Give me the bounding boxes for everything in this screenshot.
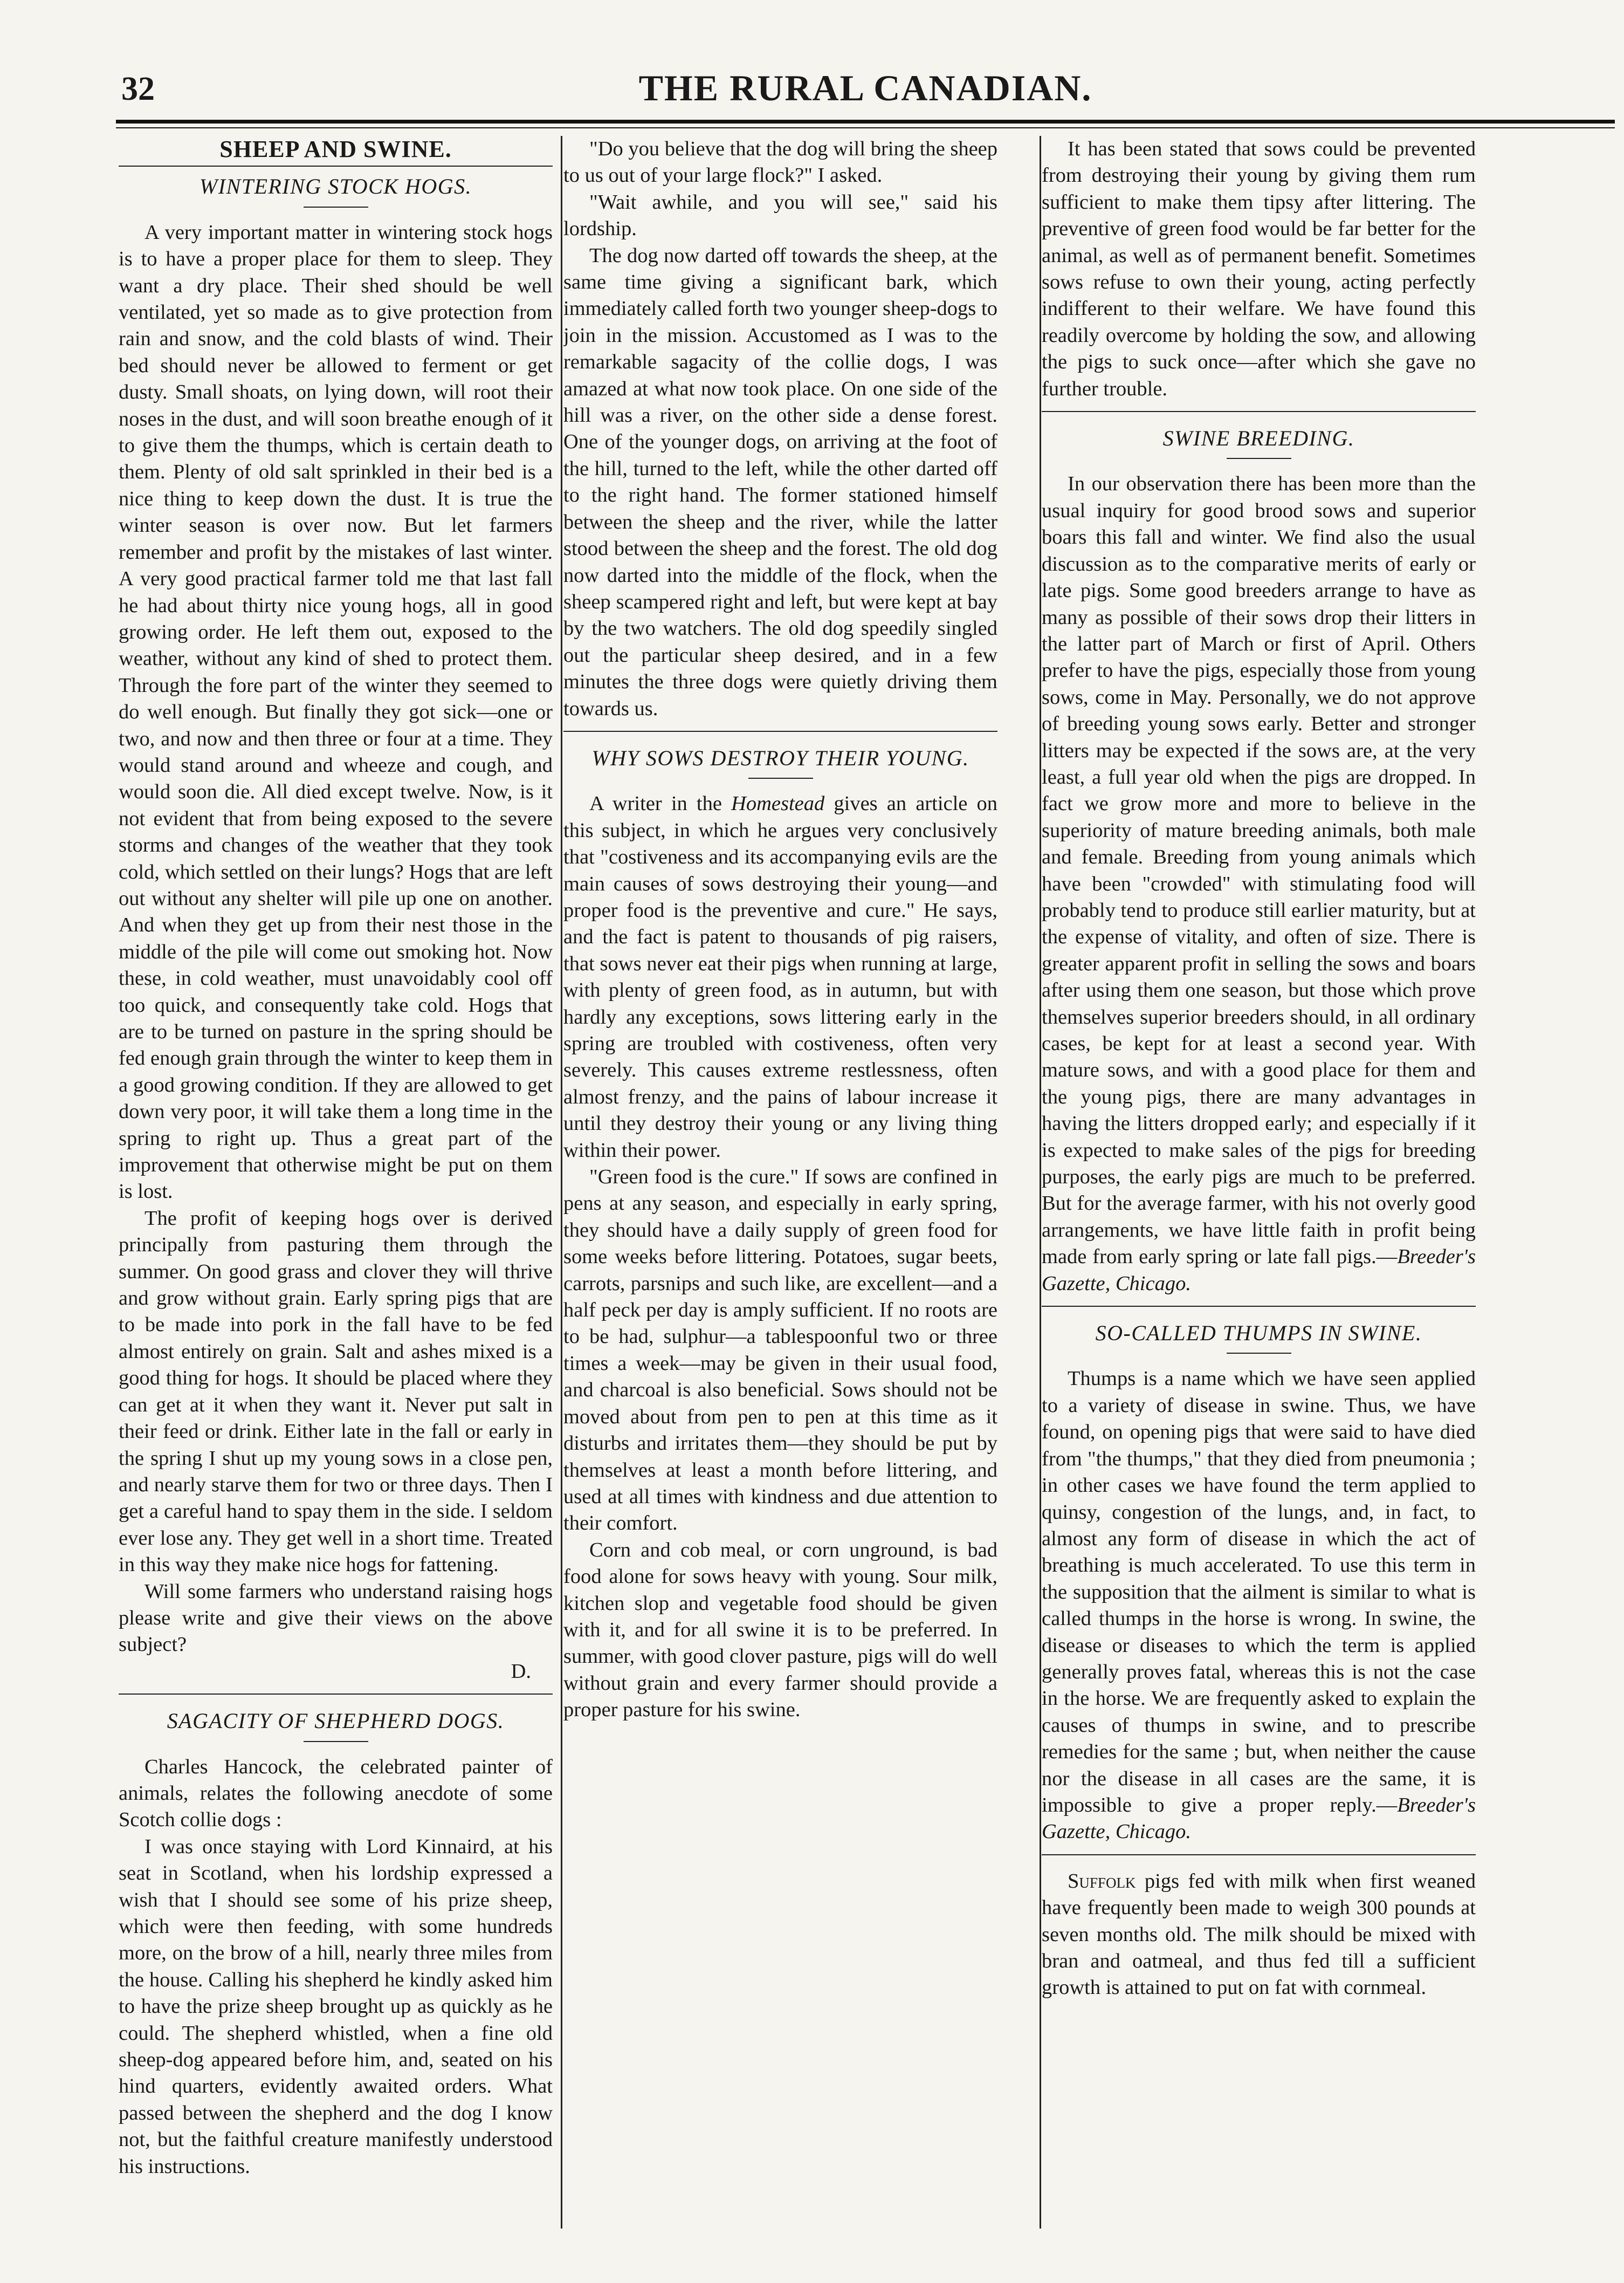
- masthead: THE RURAL CANADIAN.: [638, 67, 1092, 108]
- article-title-breeding: SWINE BREEDING.: [1162, 426, 1355, 451]
- article-title-wintering: WINTERING STOCK HOGS.: [199, 174, 472, 199]
- text: In our observation there has been more than the usual inquiry for good brood sows and superior boars this fall and winter. We find also the usual discussion as to the comparative merits of early or late pigs. Some good breeders arrange to have as many as possible of their sows drop their litters in the latter part of March or first of April. Others prefer to have the pigs, especially those from young sows, come in May. Personally, we do not approve of breeding young sows early. Better and stronger litters may be expected if the sows are, at the very least, a full year old when the pigs are dropped. In fact we grow more and more to believe in the superiority of mature breeding animals, both male and female. Breeding from young animals which have been "crowded" with stimulating food will probably tend to produce still earlier maturity, but at the expense of vitality, and often of size. There is greater apparent profit in selling the sows and boars after using them one season, but those which prove themselves superior breeders should, in all ordinary cases, be kept for at least a second year. With mature sows, and with a good place for them and the young pigs, there are many advantages in having the litters dropped early; and especially if it is expected to make sales of the pigs for breeding purposes, the early pigs are much to be preferred. But for the average farmer, with his not overly good arrangements, we have little faith in profit being made from early spring or late fall pigs.—: [1042, 472, 1476, 1269]
- text: Thumps is a name which we have seen applied to a variety of disease in swine. Thus, we have found, on opening pigs that were said to have died from "the thumps," that they died from pneumonia ; in other cases we have found the term applied to quinsy, congestion of the lungs, and, in fact, to almost any form of disease in which the act of breathing is much accelerated. To use this term in the supposition that the ailment is similar to what is called thumps in the horse is wrong. In swine, the disease or diseases to which the term is applied generally proves fatal, whereas this is not the case in the horse. We are frequently asked to explain the causes of thumps in swine, and to prescribe remedies for the same ; but, when neither the cause nor the disease in all cases are the same, it is impossible to give a proper reply.—: [1042, 1367, 1476, 1816]
- paragraph: [563, 791, 997, 1164]
- title-rule: [304, 207, 368, 208]
- column-2: [563, 136, 997, 2234]
- column-divider: [1040, 136, 1041, 2229]
- section-title: SHEEP AND SWINE.: [219, 136, 452, 162]
- article-rule: [563, 731, 997, 732]
- paragraph: Charles Hancock, the celebrated painter of animals, relates the following anecdote of some Scotch collie dogs :: [119, 1755, 553, 1832]
- title-rule: [1227, 458, 1291, 459]
- article-title-thumps: SO-CALLED THUMPS IN SWINE.: [1095, 1321, 1422, 1346]
- title-rule: [748, 778, 813, 779]
- paragraph: The dog now darted off towards the sheep, at the same time giving a significant bark, which immediately called forth two younger sheep-dogs to join in the mission. Accustomed as I was to the remarkable sagacity of the collie dogs, I was amazed at what now took place. On one side of the hill was a river, on the other side a dense forest. One of the younger dogs, on arriving at the foot of the hill, turned to the left, while the other darted off to the right hand. The former stationed himself between the sheep and the river, while the latter stood between the sheep and the forest. The old dog now darted into the middle of the flock, when the sheep scampered right and left, but were kept at bay by the two watchers. The old dog speedily singled out the particular sheep desired, and in a few minutes the three dogs were quietly driving them towards us.: [563, 244, 997, 720]
- text: gives an article on this subject, in which he argues very conclusively that "costiveness and its accompanying evils are the main causes of sows destroying their young—and proper food is the preventive and cure." He says, and the fact is patent to thousands of pig raisers, that sows never eat their pigs when running at large, with plenty of green food, as in autumn, but with hardly any exceptions, sows littering early in the spring are troubled with costiveness, often very severely. This causes extreme restlessness, often almost frenzy, and the pains of labour increase it until they destroy their young or any living thing within their power.: [563, 792, 997, 1162]
- header-rule-thick: [116, 120, 1615, 124]
- publication-name: Homestead: [731, 792, 825, 815]
- header-rule-thin: [116, 127, 1615, 128]
- article-title-sagacity: SAGACITY OF SHEPHERD DOGS.: [167, 1709, 505, 1733]
- paragraph: "Wait awhile, and you will see," said his lordship.: [563, 190, 997, 241]
- credit: Breeder's Gazette, Chicago.: [1042, 1245, 1476, 1295]
- column-divider: [561, 136, 562, 2229]
- paragraph: The profit of keeping hogs over is derived principally from pasturing them through the summer. On good grass and clover they will thrive and grow without grain. Early spring pigs that are to be made into pork in the fall have to be fed almost entirely on grain. Salt and ashes mixed is a good thing for hogs. It should be placed where they can get at it when they want it. Never put salt in their feed or drink. Either late in the fall or early in the spring I shut up my young sows in a close pen, and nearly starve them for two or three days. Then I get a careful hand to spay them in the side. I seldom ever lose any. They get well in a short time. Treated in this way they make nice hogs for fattening.: [119, 1206, 553, 1576]
- credit: Breeder's Gazette, Chicago.: [1042, 1793, 1476, 1843]
- title-rule: [1227, 1353, 1291, 1354]
- paragraph: A very important matter in wintering stock hogs is to have a proper place for them to sleep. They want a dry place. Their shed should be well ventilated, yet so made as to give protection from rain and snow, and the cold blasts of wind. Their bed should never be allowed to ferment or get dusty. Small shoats, on lying down, will root their noses in the dust, and will soon breathe enough of it to give them the thumps, which is certain death to them. Plenty of old salt sprinkled in their bed is a nice thing to keep down the dust. It is true the winter season is over now. But let farmers remember and profit by the mistakes of last winter. A very good practical farmer told me that last fall he had about thirty nice young hogs, all in good growing order. He left them out, exposed to the weather, without any kind of shed to protect them. Through the fore part of the winter they seemed to do well enough. But finally they got sick—one or two, and now and then three or four at a time. They would stand around and wheeze and cough, and would soon die. All died except twelve. Now, is it not evident that from being exposed to the severe storms and changes of the weather that they took cold, which settled on their lungs? Hogs that are left out without any shelter will pile up one on another. And when they get up from their nest those in the middle of the pile will come out smoking hot. Now these, in cold weather, must unavoidably cool off too quick, and consequently take cold. Hogs that are to be turned on pasture in the spring should be fed enough grain through the winter to keep them in a good growing condition. If they are allowed to get down very poor, it will take them a long time in the spring to right up. Thus a great part of the improvement that otherwise might be put on them is lost.: [119, 221, 553, 1203]
- article-rule: [1042, 1854, 1476, 1855]
- paragraph: It has been stated that sows could be prevented from destroying their young by giving them rum sufficient to make them tipsy after littering. The preventive of green food would be far better for the animal, as well as of permanent benefit. Sometimes sows refuse to own their young, acting perfectly indifferent to their welfare. We have found this readily overcome by holding the sow, and allowing the pigs to suck once—after which she gave no further trouble.: [1042, 138, 1476, 400]
- article-rule: [1042, 1306, 1476, 1307]
- lead-word: Suffolk: [1068, 1869, 1136, 1893]
- section-rule: [119, 166, 553, 167]
- page-header: [116, 59, 1615, 121]
- paragraph: Will some farmers who understand raising hogs please write and give their views on the above subject?: [119, 1580, 553, 1656]
- page-number: 32: [121, 71, 155, 107]
- paragraph: I was once staying with Lord Kinnaird, at his seat in Scotland, when his lordship expressed a wish that I should see some of his prize sheep, which were then feeding, with some hundreds more, on the brow of a hill, nearly three miles from the house. Calling his shepherd he kindly asked him to have the prize sheep brought up as quickly as he could. The shepherd whistled, when a fine old sheep-dog appeared before him, and, seated on his hind quarters, evidently awaited orders. What passed between the shepherd and the dog I know not, but the faithful creature manifestly understood his instructions.: [119, 1835, 553, 2178]
- signature: D.: [511, 1660, 531, 1683]
- paragraph: [1042, 471, 1476, 1297]
- article-rule: [1042, 411, 1476, 412]
- column-1: [119, 136, 553, 2234]
- paragraph: "Green food is the cure." If sows are confined in pens at any season, and especially in early spring, they should have a daily supply of green food for some weeks before littering. Potatoes, sugar beets, carrots, parsnips and such like, are excellent—and a half peck per day is amply sufficient. If no roots are to be had, sulphur—a tablespoonful two or three times a week—may be given in their usual food, and charcoal is also beneficial. Sows should not be moved about from pen to pen at this time as it disturbs and irritates them—they should be put by themselves at least a month before littering, and used at all times with kindness and due attention to their comfort.: [563, 1166, 997, 1535]
- text: A writer in the: [589, 792, 732, 815]
- article-title-why-sows: WHY SOWS DESTROY THEIR YOUNG.: [591, 745, 969, 770]
- paragraph: [1042, 1868, 1476, 2001]
- paragraph: [1042, 1366, 1476, 1845]
- paragraph: "Do you believe that the dog will bring the sheep to us out of your large flock?" I asked.: [563, 138, 997, 187]
- article-rule: [119, 1694, 553, 1695]
- title-rule: [304, 1741, 368, 1742]
- paragraph: Corn and cob meal, or corn unground, is bad food alone for sows heavy with young. Sour milk, kitchen slop and vegetable food should be given with it, and for all swine it is to be preferred. In summer, with good clover pasture, pigs will do well without grain and every farmer should provide a proper pasture for his swine.: [563, 1538, 997, 1722]
- column-3: [1042, 136, 1476, 2234]
- text: pigs fed with milk when first weaned have frequently been made to weigh 300 pounds at seven months old. The milk should be mixed with bran and oatmeal, and thus fed till a sufficient growth is attained to put on fat with cornmeal.: [1042, 1869, 1476, 1999]
